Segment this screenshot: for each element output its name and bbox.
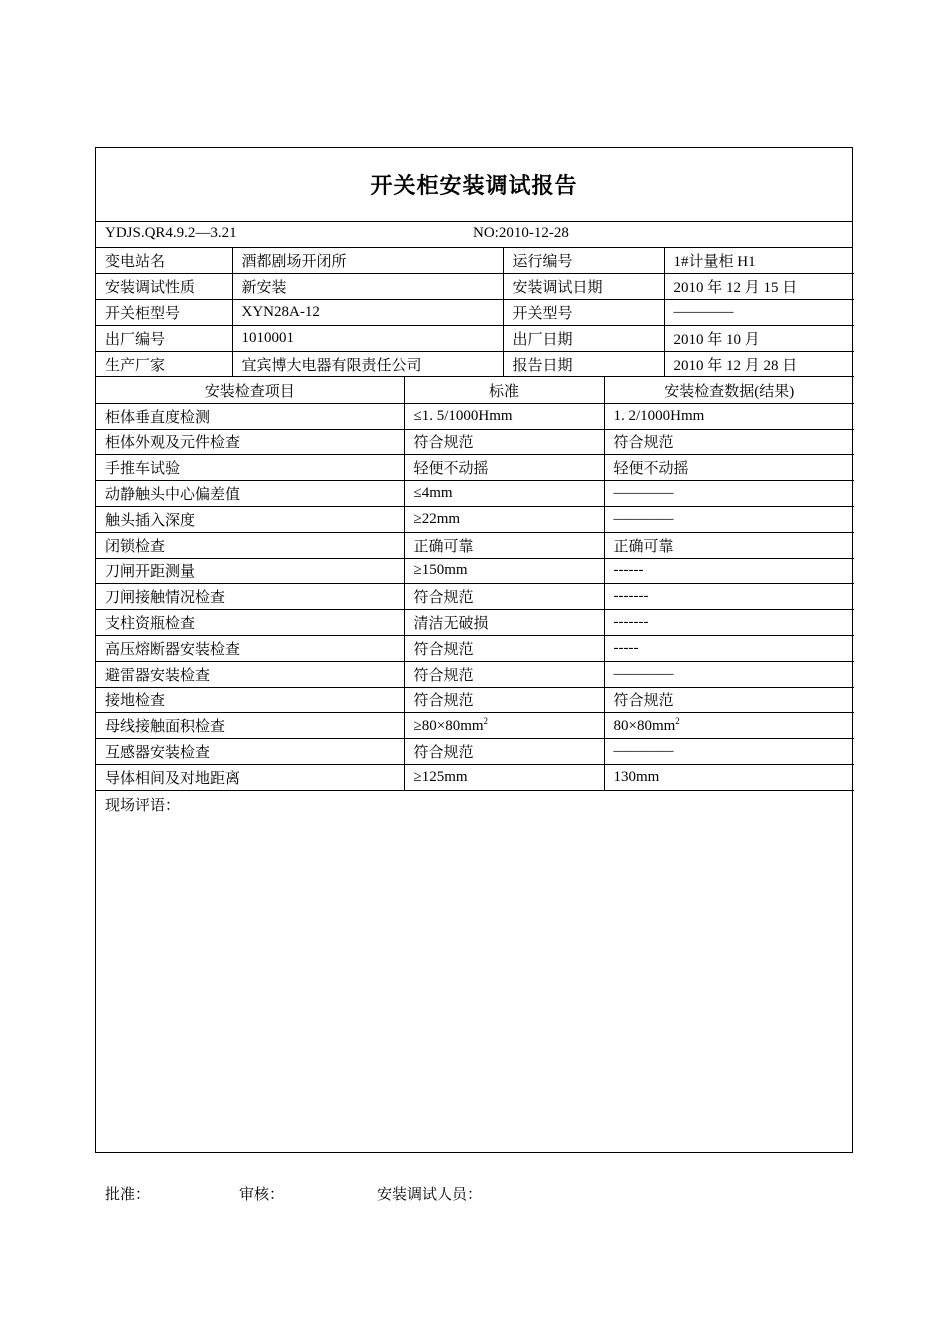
check-result: ———— [604,739,854,765]
check-row [96,739,854,765]
check-item: 接地检查 [96,687,404,713]
signature-row [105,1183,805,1203]
info-label: 报告日期 [503,351,664,377]
check-result: $80\times 80mm^2$ [604,713,854,739]
info-value: XYN28A-12 [232,300,503,326]
check-standard: $\ge 80\times 80mm^2$ [404,713,604,739]
info-label: 开关柜型号 [96,300,232,326]
check-item: 导体相间及对地距离 [96,764,404,790]
header-item: 安装检查项目 [96,377,404,403]
check-standard: 符合规范 [404,429,604,455]
info-value: 新安装 [232,274,503,300]
info-label: 运行编号 [503,248,664,274]
check-result: 正确可靠 [604,532,854,558]
info-row [96,300,854,326]
remarks-area [96,791,852,1152]
check-item: 避雷器安装检查 [96,661,404,687]
check-result: ------ [604,558,854,584]
check-row [96,687,854,713]
check-item: 刀闸开距测量 [96,558,404,584]
check-item: 母线接触面积检查 [96,713,404,739]
info-row [96,325,854,351]
info-label: 出厂编号 [96,325,232,351]
check-standard: 轻便不动摇 [404,455,604,481]
remarks-label: 现场评语： [105,797,181,814]
check-standard: 符合规范 [404,661,604,687]
check-standard: 符合规范 [404,739,604,765]
check-standard: ≥125mm [404,764,604,790]
check-result: ———— [604,481,854,507]
check-row [96,584,854,610]
check-item: 柜体外观及元件检查 [96,429,404,455]
info-label: 安装调试性质 [96,274,232,300]
check-row [96,506,854,532]
check-item: 手推车试验 [96,455,404,481]
info-value: 1#计量柜 H1 [664,248,854,274]
doc-code: YDJS.QR4.9.2—3.21 [105,225,237,241]
area-superscript: 2 [483,716,489,727]
code-row [96,222,852,248]
info-label: 出厂日期 [503,325,664,351]
check-result: ------- [604,610,854,636]
info-label: 安装调试日期 [503,274,664,300]
check-result: 130mm [604,764,854,790]
info-value: 2010 年 12 月 15 日 [664,274,854,300]
check-standard: ≥150mm [404,558,604,584]
check-row [96,635,854,661]
title-row [96,148,852,222]
info-row [96,351,854,377]
check-result: 1. 2/1000Hmm [604,403,854,429]
check-row [96,713,854,739]
check-row [96,403,854,429]
check-row [96,481,854,507]
info-value: ———— [664,300,854,326]
check-result: ———— [604,661,854,687]
header-result: 安装检查数据(结果) [604,377,854,403]
report-title: 开关柜安装调试报告 [370,173,578,198]
info-label: 变电站名 [96,248,232,274]
check-standard: 符合规范 [404,687,604,713]
check-standard: 符合规范 [404,584,604,610]
info-label: 生产厂家 [96,351,232,377]
check-table [96,377,854,790]
check-item: 触头插入深度 [96,506,404,532]
check-item: 互感器安装检查 [96,739,404,765]
info-value: 1010001 [232,325,503,351]
doc-number: NO:2010-12-28 [473,225,569,241]
area-superscript: 2 [675,716,680,727]
check-result: 符合规范 [604,429,854,455]
review-label: 审核： [239,1187,285,1203]
check-row [96,558,854,584]
check-row [96,764,854,790]
check-row [96,532,854,558]
check-row [96,661,854,687]
check-standard: ≤4mm [404,481,604,507]
info-value: 宜宾博大电器有限责任公司 [232,351,503,377]
check-item: 柜体垂直度检测 [96,403,404,429]
check-result: 符合规范 [604,687,854,713]
check-result: ———— [604,506,854,532]
info-value: 2010 年 12 月 28 日 [664,351,854,377]
info-table [96,248,854,377]
check-standard: ≥22mm [404,506,604,532]
check-row [96,610,854,636]
info-row [96,274,854,300]
check-standard: 符合规范 [404,635,604,661]
info-value: 酒都剧场开闭所 [232,248,503,274]
approve-label: 批准： [105,1187,151,1203]
check-row [96,455,854,481]
check-row [96,429,854,455]
check-item: 高压熔断器安装检查 [96,635,404,661]
report-sheet [95,147,853,1153]
check-item: 刀闸接触情况检查 [96,584,404,610]
check-standard: 正确可靠 [404,532,604,558]
check-result: 轻便不动摇 [604,455,854,481]
check-result: ------- [604,584,854,610]
check-item: 闭锁检查 [96,532,404,558]
info-value: 2010 年 10 月 [664,325,854,351]
info-row [96,248,854,274]
check-item: 支柱资瓶检查 [96,610,404,636]
check-result: ----- [604,635,854,661]
check-standard: 清洁无破损 [404,610,604,636]
staff-label: 安装调试人员： [377,1187,483,1203]
check-standard: ≤1. 5/1000Hmm [404,403,604,429]
info-label: 开关型号 [503,300,664,326]
check-header-row [96,377,854,403]
check-item: 动静触头中心偏差值 [96,481,404,507]
header-standard: 标准 [404,377,604,403]
